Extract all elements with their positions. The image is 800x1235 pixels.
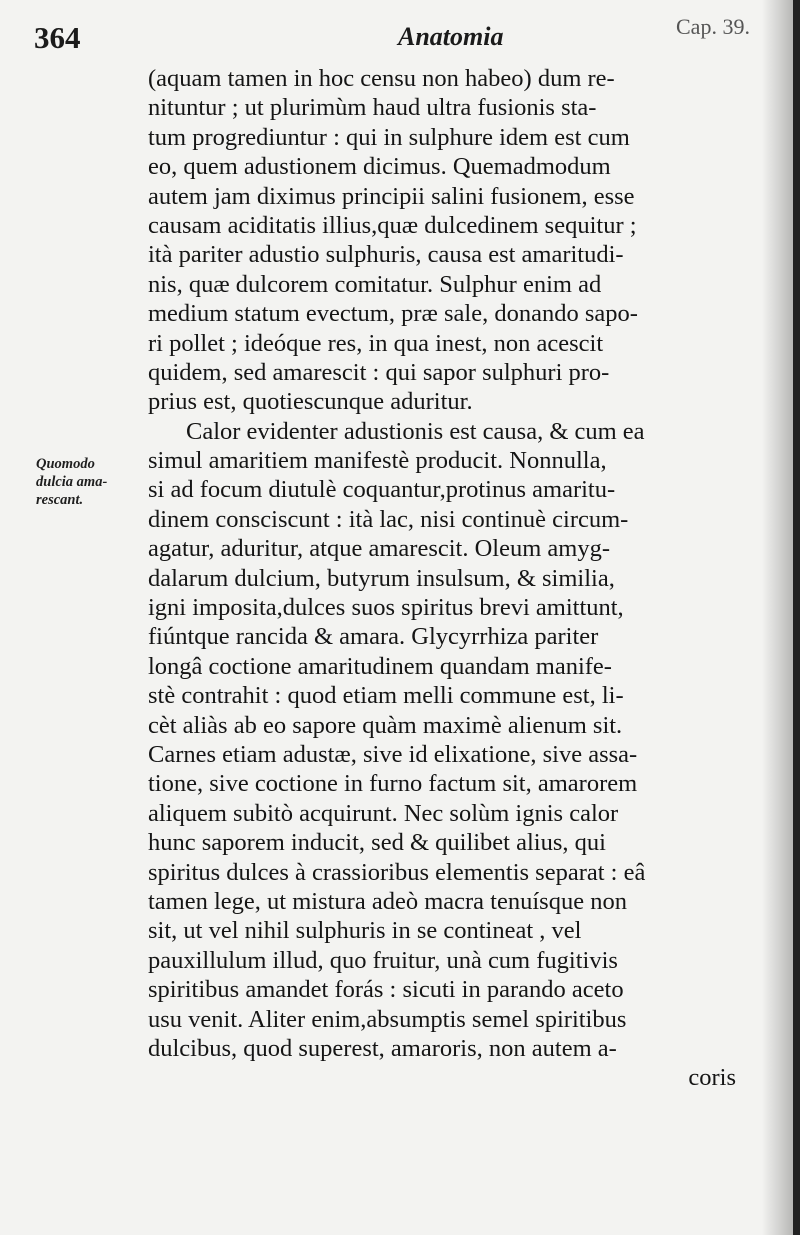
marginal-note-line: Quomodo	[36, 456, 95, 472]
text-line: si ad focum diutulè coquantur,protinus amaritu-	[148, 476, 616, 504]
marginal-note	[36, 455, 146, 509]
text-line: tione, sive coctione in furno factum sit, amarorem	[148, 770, 638, 798]
text-line: nis, quæ dulcorem comitatur. Sulphur enim ad	[148, 270, 602, 298]
catchword-line: coris	[688, 1064, 736, 1092]
marginal-note-line: dulcia ama-	[36, 474, 108, 490]
text-line: dinem consciscunt : ità lac, nisi continuè circum-	[148, 505, 629, 533]
text-line: tamen lege, ut mistura adeò macra tenuísque non	[148, 887, 627, 915]
text-line: aliquem subitò acquirunt. Nec solùm ignis calor	[148, 799, 619, 827]
text-line: spiritibus amandet forás : sicuti in parando aceto	[148, 976, 624, 1004]
text-line: pauxillulum illud, quo fruitur, unà cum fugitivis	[148, 946, 618, 974]
text-line: cèt aliàs ab eo sapore quàm maximè alienum sit.	[148, 711, 623, 739]
text-line: igni imposita,dulces suos spiritus brevi amittunt,	[148, 594, 624, 622]
text-line: prius est, quotiescunque aduritur.	[148, 388, 473, 416]
text-line: simul amaritiem manifestè producit. Nonnulla,	[148, 447, 607, 475]
text-line: autem jam diximus principii salini fusionem, esse	[148, 182, 635, 210]
text-line: nituntur ; ut plurimùm haud ultra fusionis sta-	[148, 94, 597, 122]
body-text	[148, 64, 768, 1093]
text-line: ità pariter adustio sulphuris, causa est amaritudi-	[148, 241, 624, 269]
text-line: quidem, sed amarescit : qui sapor sulphuri pro-	[148, 358, 610, 386]
text-line: fiúntque rancida & amara. Glycyrrhiza pariter	[148, 623, 599, 651]
text-line: Carnes etiam adustæ, sive id elixatione, sive assa-	[148, 740, 638, 768]
page-number: 364	[34, 20, 81, 55]
text-line: ri pollet ; ideóque res, in qua inest, non acescit	[148, 329, 604, 357]
text-line: spiritus dulces à crassioribus elementis separat : eâ	[148, 858, 646, 886]
text-line: agatur, aduritur, atque amarescit. Oleum amyg-	[148, 535, 610, 563]
text-line: causam aciditatis illius,quæ dulcedinem sequitur ;	[148, 211, 637, 239]
binding-edge	[793, 0, 800, 1235]
text-line: stè contrahit : quod etiam melli commune est, li-	[148, 682, 624, 710]
text-line: eo, quem adustionem dicimus. Quemadmodum	[148, 153, 611, 181]
marginal-note-line: rescant.	[36, 492, 84, 508]
text-line: longâ coctione amaritudinem quandam manife-	[148, 652, 612, 680]
text-line: dalarum dulcium, butyrum insulsum, & similia,	[148, 564, 615, 592]
text-line: (aquam tamen in hoc censu non habeo) dum re-	[148, 65, 615, 92]
text-line: tum progrediuntur : qui in sulphure idem est cum	[148, 123, 630, 151]
running-title: Anatomia	[398, 22, 504, 51]
text-line: dulcibus, quod superest, amaroris, non autem a-	[148, 1034, 617, 1062]
text-line: medium statum evectum, præ sale, donando sapo-	[148, 300, 638, 328]
chapter-reference: Cap. 39.	[676, 14, 750, 39]
text-line: hunc saporem inducit, sed & quilibet alius, qui	[148, 829, 606, 857]
text-line: sit, ut vel nihil sulphuris in se contineat , vel	[148, 917, 582, 945]
paragraph-start-line: Calor evidenter adustionis est causa, & cum ea	[186, 417, 645, 445]
text-line: usu venit. Aliter enim,absumptis semel spiritibus	[148, 1005, 627, 1033]
